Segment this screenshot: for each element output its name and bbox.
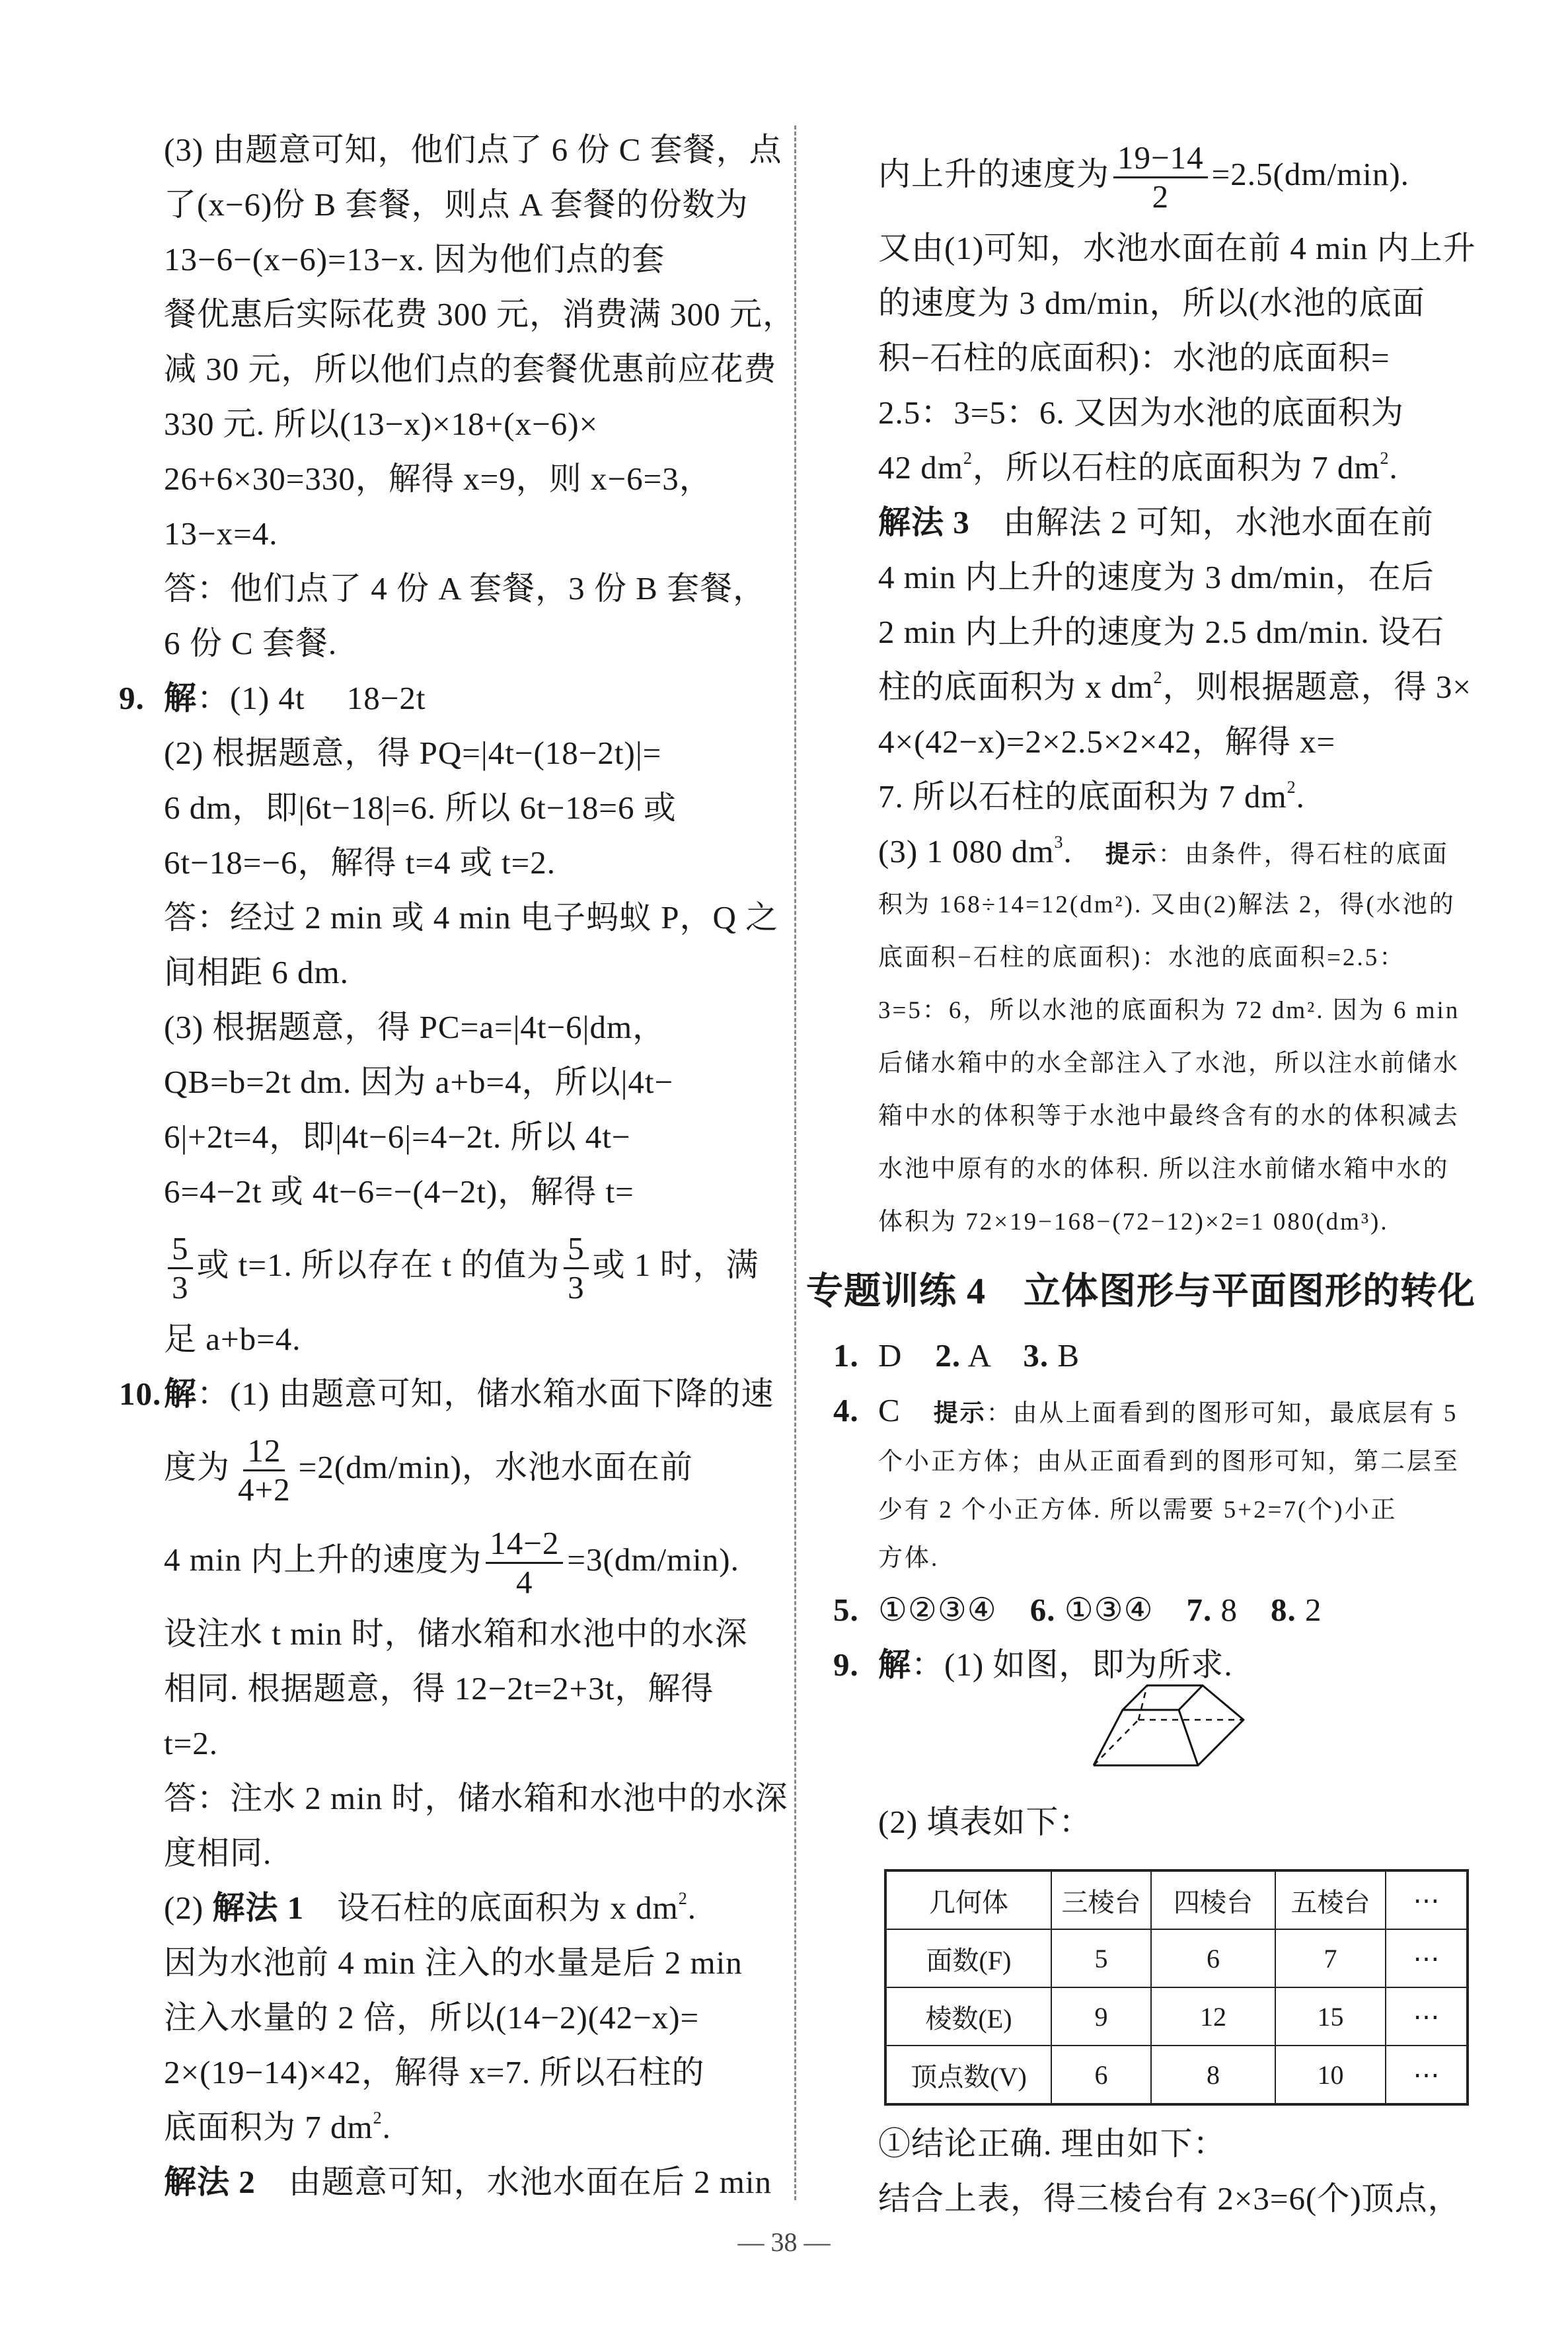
text-line — [164, 1716, 772, 1771]
text-line — [164, 1606, 772, 1661]
bold-label: 解 — [164, 1376, 198, 1412]
text-run: A — [961, 1337, 1024, 1374]
fraction-numerator: 5 — [564, 1230, 589, 1269]
text-run: 箱中水的体积等于水池中最终含有的水的体积减去 — [878, 1103, 1460, 1130]
text-run: 7. 所以石柱的底面积为 7 dm — [878, 778, 1287, 815]
text-line — [164, 1661, 772, 1716]
table-cell: 6 — [1051, 2046, 1151, 2104]
text-line — [878, 1486, 1486, 1534]
superscript: 2 — [1287, 778, 1296, 797]
text-line — [164, 835, 772, 890]
text-line — [164, 232, 772, 287]
text-line — [164, 1054, 772, 1109]
text-run: 答：经过 2 min 或 4 min 电子蚂蚁 P，Q 之 — [164, 899, 779, 936]
hint-text: ：由从上面看到的图形可知，最底层有 5 — [986, 1400, 1458, 1427]
bold-label: 解法 2 — [164, 2164, 256, 2200]
bold-label: 2. — [935, 1337, 961, 1374]
item-number: 10. — [119, 1376, 162, 1412]
table-row — [885, 1987, 1468, 2046]
text-line — [878, 984, 1486, 1037]
text-run: 设石柱的底面积为 x dm — [304, 1890, 679, 1926]
text-line — [164, 287, 796, 342]
text-run: (3) 根据题意，得 PC=a=|4t−6|dm， — [164, 1009, 666, 1045]
text-line — [119, 1366, 774, 1421]
text-line — [164, 616, 772, 671]
text-run: 4×(42−x)=2×2.5×2×42，解得 x= — [878, 723, 1336, 760]
text-line — [164, 1219, 772, 1311]
superscript: 3 — [1054, 832, 1064, 852]
text-run: 4 min 内上升的速度为 — [164, 1541, 482, 1578]
table-cell: 15 — [1275, 1987, 1386, 2046]
text-run: 330 元. 所以(13−x)×18+(x−6)× — [164, 406, 599, 442]
text-line — [806, 1255, 1486, 1328]
text-run: 由题意可知，水池水面在后 2 min — [255, 2164, 772, 2200]
table-header-cell: 五棱台 — [1275, 1870, 1386, 1929]
text-line — [164, 177, 772, 232]
text-run: 积−石柱的底面积)：水池的底面积= — [878, 340, 1390, 376]
text-run: (3) 由题意可知，他们点了 6 份 C 套餐，点 — [164, 131, 782, 168]
text-run: 42 dm — [878, 449, 963, 486]
text-run: (2) 填表如下： — [878, 1804, 1092, 1840]
text-line — [878, 330, 1486, 385]
figure-solid-edges — [1094, 1685, 1244, 1765]
text-run: 注入水量的 2 倍，所以(14−2)(42−x)= — [164, 1999, 700, 2036]
text-line — [833, 1328, 1486, 1383]
text-run: ①③④ — [1055, 1592, 1187, 1628]
text-line — [878, 714, 1486, 769]
superscript: 2 — [963, 449, 973, 468]
text-line — [164, 780, 772, 835]
text-run: 方体. — [878, 1545, 940, 1572]
text-line — [164, 122, 782, 177]
table-cell: 5 — [1051, 1929, 1151, 1987]
text-line — [878, 2171, 1486, 2226]
bold-label: 解 — [164, 680, 198, 716]
text-run: 26+6×30=330，解得 x=9，则 x−6=3， — [164, 461, 712, 497]
text-run: (3) 1 080 dm — [878, 833, 1055, 869]
text-run: 后储水箱中的水全部注入了水池，所以注水前储水 — [878, 1050, 1460, 1077]
fraction — [234, 1432, 295, 1508]
text-run: =2.5(dm/min). — [1211, 156, 1409, 192]
fraction-numerator: 12 — [243, 1432, 285, 1471]
text-run: 足 a+b=4. — [164, 1321, 301, 1357]
text-run: 了(x−6)份 B 套餐，则点 A 套餐的份数为 — [164, 186, 749, 223]
text-line — [164, 1935, 772, 1990]
text-run: C — [878, 1392, 934, 1428]
table-row — [885, 1929, 1468, 1987]
text-run: D — [878, 1337, 936, 1374]
text-line — [164, 1164, 772, 1219]
text-run: 13−6−(x−6)=13−x. 因为他们点的套 — [164, 241, 665, 277]
right-column — [806, 128, 1486, 1692]
item-number: 1. — [833, 1337, 859, 1374]
page-number: — 38 — — [737, 2227, 831, 2257]
text-run: 内上升的速度为 — [878, 156, 1110, 192]
text-run: 积为 168÷14=12(dm²). 又由(2)解法 2，得(水池的 — [878, 891, 1456, 918]
fraction — [168, 1230, 193, 1306]
text-run: 又由(1)可知，水池水面在前 4 min 内上升 — [878, 230, 1476, 266]
fraction — [1113, 139, 1208, 215]
text-line — [878, 550, 1486, 605]
text-line — [164, 945, 772, 1000]
text-line — [164, 1109, 772, 1164]
text-run: 由解法 2 可知，水池水面在前 — [969, 504, 1434, 540]
text-run: . — [687, 1890, 697, 1926]
bold-label: 8. — [1271, 1592, 1296, 1628]
item-number: 9. — [833, 1646, 859, 1683]
table-header-row — [885, 1870, 1468, 1929]
text-line — [833, 1582, 1486, 1637]
bold-label: 7. — [1186, 1592, 1213, 1628]
table-cell: 7 — [1275, 1929, 1386, 1987]
table-cell: 10 — [1275, 2046, 1386, 2104]
text-run: 2×(19−14)×42，解得 x=7. 所以石柱的 — [164, 2054, 705, 2090]
fraction-denominator: 3 — [568, 1269, 585, 1306]
text-run: 度相同. — [164, 1835, 272, 1871]
text-run: . — [1389, 449, 1398, 486]
text-line — [878, 1196, 1486, 1249]
text-run: ，则根据题意，得 3× — [1162, 669, 1472, 705]
text-line — [164, 396, 772, 451]
figure-front-right-edge — [1179, 1710, 1198, 1765]
text-run: 2 — [1296, 1592, 1322, 1628]
fraction-denominator: 4+2 — [238, 1471, 291, 1508]
text-line — [878, 2116, 1486, 2171]
text-run: 6 dm，即|6t−18|=6. 所以 6t−18=6 或 — [164, 790, 677, 826]
text-line — [164, 342, 777, 396]
text-run: 2 min 内上升的速度为 2.5 dm/min. 设石 — [878, 614, 1444, 650]
text-run: 2.5：3=5：6. 又因为水池的底面积为 — [878, 394, 1404, 431]
text-run: . — [1296, 778, 1305, 815]
text-line — [878, 769, 1486, 824]
bold-label: 解法 3 — [878, 504, 970, 540]
text-run: ①②③④ — [878, 1592, 1030, 1628]
table-header-cell: 三棱台 — [1051, 1870, 1151, 1929]
text-run: t=2. — [164, 1725, 218, 1761]
text-line — [164, 890, 779, 945]
text-run: 结合上表，得三棱台有 2×3=6(个)顶点， — [878, 2180, 1461, 2217]
text-run: B — [1049, 1337, 1080, 1374]
hint-label: 提示 — [1105, 841, 1158, 868]
bold-label: 3. — [1023, 1337, 1049, 1374]
text-line — [878, 1438, 1486, 1486]
table-header-cell: 四棱台 — [1151, 1870, 1275, 1929]
text-run: 答：他们点了 4 份 A 套餐，3 份 B 套餐， — [164, 570, 766, 607]
table-cell: ⋯ — [1386, 2046, 1468, 2104]
text-line — [878, 605, 1486, 659]
text-run: (2) 根据题意，得 PQ=|4t−(18−2t)|= — [164, 735, 662, 771]
table-header-cell: ⋯ — [1386, 1870, 1468, 1929]
text-run: 餐优惠后实际花费 300 元，消费满 300 元， — [164, 296, 796, 332]
text-run: 答：注水 2 min 时，储水箱和水池中的水深 — [164, 1780, 788, 1816]
text-line — [164, 1421, 772, 1514]
text-run: 3=5：6，所以水池的底面积为 72 dm². 因为 6 min — [878, 997, 1460, 1024]
text-line — [164, 1771, 788, 1826]
text-line — [878, 932, 1486, 984]
text-run: 个小正方体；由从正面看到的图形可知，第二层至 — [878, 1448, 1460, 1475]
bold-label: 解法 1 — [212, 1890, 305, 1926]
text-run: . — [1063, 833, 1105, 869]
text-run: ：(1) 如图，即为所求. — [911, 1646, 1233, 1683]
text-run: 13−x=4. — [164, 515, 278, 552]
text-run: QB=b=2t dm. 因为 a+b=4，所以|4t− — [164, 1064, 674, 1100]
superscript: 2 — [678, 1889, 688, 1908]
text-line — [164, 506, 772, 561]
fraction-denominator: 4 — [516, 1564, 533, 1601]
text-line — [164, 1311, 772, 1366]
text-run: 设注水 t min 时，储水箱和水池中的水深 — [164, 1615, 748, 1652]
text-run: 8 — [1212, 1592, 1271, 1628]
text-run: 底面积−石柱的底面积)：水池的底面积=2.5： — [878, 944, 1406, 971]
text-run: 6t−18=−6，解得 t=4 或 t=2. — [164, 844, 556, 881]
table-cell: ⋯ — [1386, 1987, 1468, 2046]
text-line — [878, 221, 1486, 276]
table-cell: 12 — [1151, 1987, 1275, 2046]
table-row — [885, 2046, 1468, 2104]
fraction-numerator: 14−2 — [486, 1525, 563, 1564]
text-run: 6 份 C 套餐. — [164, 625, 338, 661]
text-line — [164, 1000, 772, 1054]
fraction-denominator: 3 — [172, 1269, 189, 1306]
table-cell: ⋯ — [1386, 1929, 1468, 1987]
text-line — [164, 1826, 772, 1880]
conclusion-text — [878, 2116, 1486, 2226]
text-run: 间相距 6 dm. — [164, 954, 349, 990]
text-line — [878, 1534, 1486, 1582]
text-line — [119, 671, 772, 725]
frustum-figure — [1057, 1665, 1322, 1810]
table-cell: 8 — [1151, 2046, 1275, 2104]
text-line — [878, 879, 1486, 932]
superscript: 2 — [1380, 449, 1390, 468]
text-run: 少有 2 个小正方体. 所以需要 5+2=7(个)小正 — [878, 1496, 1398, 1524]
column-divider — [794, 126, 796, 2200]
table-cell: 棱数(E) — [885, 1987, 1051, 2046]
table-header-cell: 几何体 — [885, 1870, 1051, 1929]
text-run: 专题训练 4 立体图形与平面图形的转化 — [806, 1271, 1475, 1312]
text-line — [878, 385, 1486, 440]
text-run: 体积为 72×19−168−(72−12)×2=1 080(dm³). — [878, 1208, 1389, 1236]
text-line — [164, 1880, 772, 1935]
text-line — [833, 1383, 1486, 1438]
fraction-numerator: 19−14 — [1113, 139, 1208, 178]
fraction-numerator: 5 — [168, 1230, 193, 1269]
text-line — [164, 725, 772, 780]
item-number: 9. — [119, 680, 145, 716]
text-line — [164, 451, 772, 506]
text-run: =3(dm/min). — [567, 1541, 739, 1578]
hint-text: ：由条件，得石柱的底面 — [1158, 841, 1449, 868]
text-run: 4 min 内上升的速度为 3 dm/min，在后 — [878, 559, 1435, 595]
bold-label: 解 — [878, 1646, 912, 1683]
text-run: 减 30 元，所以他们点的套餐优惠前应花费 — [164, 351, 777, 387]
superscript: 2 — [1153, 668, 1163, 687]
text-run: 的速度为 3 dm/min，所以(水池的底面 — [878, 285, 1425, 321]
text-run: =2(dm/min)，水池水面在前 — [298, 1449, 693, 1485]
text-run: 或 1 时，满 — [592, 1247, 759, 1283]
text-run: 或 t=1. 所以存在 t 的值为 — [196, 1247, 560, 1283]
table-intro — [878, 1794, 1486, 1849]
figure-hidden-edge — [1094, 1720, 1139, 1765]
text-run: 水池中原有的水的体积. 所以注水前储水箱中水的 — [878, 1156, 1450, 1183]
table-cell: 9 — [1051, 1987, 1151, 2046]
item-number: 5. — [833, 1592, 859, 1628]
table-cell: 面数(F) — [885, 1929, 1051, 1987]
text-run: ：(1) 由题意可知，储水箱水面下降的速 — [197, 1376, 774, 1412]
text-line — [164, 1990, 772, 2045]
item-number: 4. — [833, 1392, 859, 1428]
text-run: ：(1) 4t 18−2t — [197, 680, 426, 716]
text-line — [878, 440, 1486, 495]
text-line — [878, 1090, 1486, 1143]
bold-label: 6. — [1029, 1592, 1056, 1628]
hint-label: 提示 — [933, 1400, 987, 1427]
text-run: (2) — [164, 1890, 213, 1926]
text-run: 底面积为 7 dm — [164, 2109, 373, 2145]
polyhedron-table — [884, 1869, 1469, 2106]
superscript: 2 — [373, 2108, 383, 2127]
text-run: 柱的底面积为 x dm — [878, 669, 1154, 705]
text-run: 度为 — [164, 1449, 231, 1485]
text-run: 相同. 根据题意，得 12−2t=2+3t，解得 — [164, 1670, 714, 1707]
text-run: 因为水池前 4 min 注入的水量是后 2 min — [164, 1944, 743, 1981]
table-cell: 6 — [1151, 1929, 1275, 1987]
fraction — [564, 1230, 589, 1306]
text-line — [878, 495, 1486, 550]
text-line — [878, 1794, 1486, 1849]
fraction-denominator: 2 — [1152, 178, 1170, 215]
text-run: ，所以石柱的底面积为 7 dm — [972, 449, 1380, 486]
table-cell: 顶点数(V) — [885, 2046, 1051, 2104]
text-line — [878, 824, 1486, 879]
text-line — [164, 2045, 772, 2100]
text-run: 6=4−2t 或 4t−6=−(4−2t)，解得 t= — [164, 1173, 634, 1210]
text-line — [164, 2100, 772, 2155]
text-run: ①结论正确. 理由如下： — [878, 2125, 1226, 2162]
text-line — [878, 659, 1486, 714]
text-run: 6|+2t=4，即|4t−6|=4−2t. 所以 4t− — [164, 1119, 631, 1155]
text-line — [164, 2155, 772, 2209]
text-line — [878, 1143, 1486, 1196]
text-run: . — [382, 2109, 391, 2145]
text-line — [878, 128, 1486, 221]
fraction — [486, 1525, 563, 1601]
text-line — [878, 1037, 1486, 1090]
left-column — [119, 122, 796, 2209]
text-line — [164, 1514, 772, 1606]
text-line — [164, 561, 772, 616]
text-line — [878, 276, 1486, 330]
